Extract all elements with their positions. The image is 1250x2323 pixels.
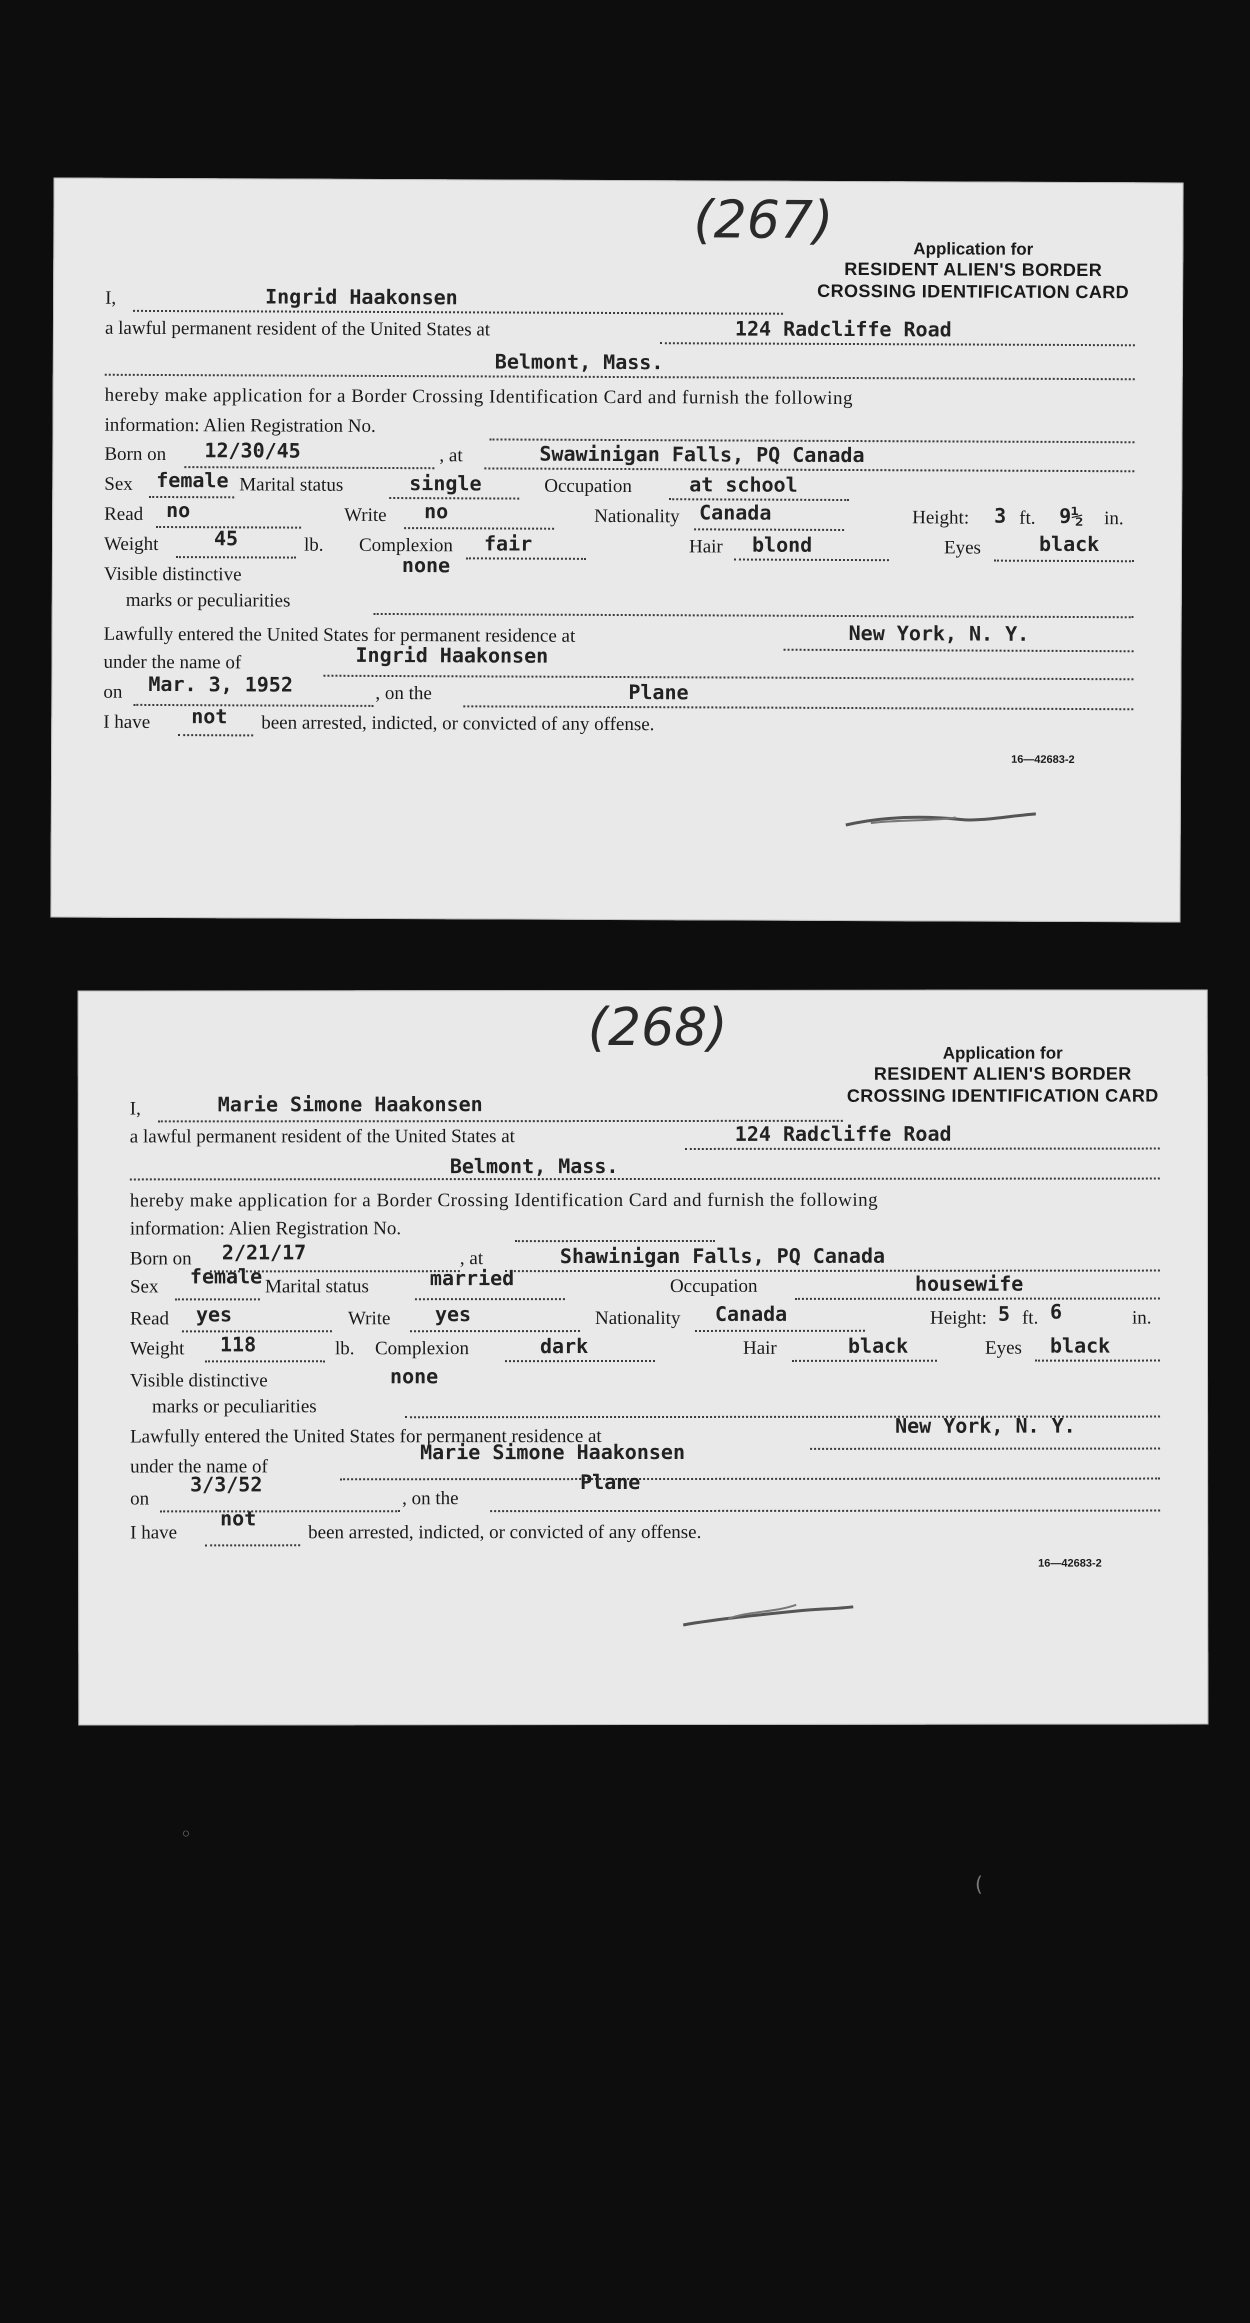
arrested-value: not	[191, 704, 228, 729]
hair-label: Hair	[688, 536, 723, 558]
entry-date-value: 3/3/52	[190, 1472, 263, 1497]
born-on-label: Born on	[104, 443, 167, 466]
application-card-268	[78, 990, 1209, 1726]
at-label: , at	[439, 445, 463, 467]
weight-row	[129, 1332, 1158, 1365]
arrest-row	[103, 704, 1131, 742]
birthplace-value: Swawinigan Falls, PQ Canada	[539, 441, 865, 468]
at-label: , at	[459, 1248, 484, 1270]
in-label: in.	[1131, 1307, 1152, 1329]
i-label: I,	[129, 1098, 141, 1120]
eyes-label: Eyes	[984, 1337, 1022, 1359]
address-line-1-value: 124 Radcliffe Road	[734, 316, 952, 342]
header-line-2: RESIDENT ALIEN'S BORDER	[873, 1063, 1132, 1085]
application-card-267	[50, 178, 1183, 923]
weight-label: Weight	[129, 1338, 185, 1360]
height-in-value: 6	[1049, 1299, 1063, 1324]
nationality-line	[694, 528, 844, 531]
card-number: (267)	[693, 190, 834, 251]
weight-line	[205, 1360, 325, 1362]
complexion-line	[505, 1360, 655, 1362]
entry-place-value: New York, N. Y.	[895, 1413, 1076, 1438]
complexion-label: Complexion	[358, 534, 454, 557]
marks-value: none	[401, 553, 451, 578]
on-label: on	[103, 681, 123, 703]
name-line	[133, 310, 783, 315]
lb-label: lb.	[334, 1338, 355, 1360]
weight-line	[176, 556, 296, 559]
ft-label: ft.	[1019, 507, 1036, 529]
header-line-2: RESIDENT ALIEN'S BORDER	[844, 259, 1103, 281]
occupation-label: Occupation	[669, 1275, 758, 1297]
read-label: Read	[104, 503, 144, 525]
offense-label: been arrested, indicted, or convicted of any offense.	[308, 1521, 702, 1544]
height-label: Height:	[912, 507, 970, 529]
eyes-value: black	[1049, 1333, 1111, 1358]
weight-row	[103, 526, 1132, 564]
complexion-value: fair	[483, 531, 533, 556]
weight-value: 118	[219, 1332, 257, 1357]
sex-row	[104, 467, 1132, 504]
visible-row	[130, 1364, 1158, 1397]
on-label: on	[130, 1488, 150, 1510]
born-on-value: 2/21/17	[221, 1240, 307, 1265]
i-label: I,	[105, 287, 117, 309]
entry-date-row	[103, 671, 1131, 712]
address-line-2	[105, 374, 1135, 380]
address-line-2-value: Belmont, Mass.	[494, 349, 664, 375]
sex-label: Sex	[129, 1276, 159, 1298]
eyes-value: black	[1038, 531, 1100, 557]
lb-label: lb.	[303, 534, 324, 556]
read-write-row	[129, 1299, 1158, 1335]
address-line-2	[130, 1178, 1160, 1181]
address-line-1	[685, 1148, 1160, 1150]
write-line	[404, 527, 554, 530]
sex-line	[175, 1298, 260, 1300]
lawful-label: a lawful permanent resident of the United States at	[129, 1126, 515, 1148]
lawful-label: a lawful permanent resident of the United States at	[104, 317, 491, 341]
sex-value: female	[189, 1264, 263, 1289]
on-the-label: , on the	[402, 1488, 459, 1510]
write-line	[410, 1330, 580, 1332]
under-label: under the name of	[103, 651, 242, 674]
in-label: in.	[1104, 508, 1124, 530]
marks-label: marks or peculiarities	[152, 1396, 317, 1418]
nationality-value: Canada	[714, 1301, 788, 1326]
header-line-3: CROSSING IDENTIFICATION CARD	[846, 1085, 1159, 1106]
born-on-label: Born on	[129, 1248, 192, 1270]
nationality-label: Nationality	[594, 1307, 681, 1330]
entry-date-line	[133, 704, 373, 707]
entry-date-row	[130, 1470, 1158, 1515]
on-the-label: , on the	[375, 682, 432, 705]
occupation-value: at school	[689, 472, 798, 497]
address-line-2-value: Belmont, Mass.	[449, 1154, 619, 1179]
weight-value: 45	[213, 526, 239, 551]
write-value: yes	[434, 1302, 472, 1327]
under-label: under the name of	[130, 1456, 268, 1478]
birth-row	[129, 1240, 1158, 1275]
write-label: Write	[347, 1308, 391, 1330]
conveyance-value: Plane	[580, 1470, 641, 1495]
form-number: 16—42683-2	[1038, 1557, 1102, 1570]
sex-line	[149, 496, 234, 498]
card-number: (268)	[587, 997, 728, 1059]
residence-row	[105, 318, 1133, 348]
offense-label: been arrested, indicted, or convicted of any offense.	[261, 712, 655, 736]
born-on-value: 12/30/45	[204, 438, 301, 463]
registration-line	[515, 1240, 715, 1242]
film-speck: ◦	[180, 1822, 192, 1846]
height-ft-value: 3	[994, 503, 1007, 528]
lawfully-label: Lawfully entered the United States for permanent residence at	[130, 1426, 602, 1448]
header-line-1: Application for	[942, 1043, 1063, 1063]
hereby-text: hereby make application for a Border Crossing Identification Card and furnish the following	[104, 384, 854, 410]
nationality-label: Nationality	[594, 505, 680, 528]
applicant-name: Marie Simone Haakonsen	[217, 1092, 483, 1117]
hair-line	[734, 559, 889, 562]
address-row-2	[130, 1154, 1158, 1181]
conveyance-line	[463, 705, 1133, 710]
eyes-label: Eyes	[943, 537, 981, 559]
read-label: Read	[129, 1308, 170, 1330]
under-name-value: Ingrid Haakonsen	[355, 642, 549, 668]
write-value: no	[424, 499, 449, 524]
name-row	[105, 284, 1133, 318]
complexion-label: Complexion	[374, 1338, 469, 1360]
marital-label: Marital status	[239, 474, 344, 496]
ft-label: ft.	[1021, 1307, 1039, 1329]
read-line	[182, 1330, 332, 1332]
sex-value: female	[156, 467, 229, 493]
entry-place-line	[810, 1448, 1160, 1450]
birth-row	[104, 438, 1132, 474]
lawfully-row	[103, 621, 1132, 654]
complexion-value: dark	[539, 1334, 589, 1359]
form-number: 16—42683-2	[1011, 753, 1075, 766]
address-line-1	[660, 342, 1135, 346]
lawfully-label: Lawfully entered the United States for permanent residence at	[103, 623, 576, 647]
i-have-label: I have	[130, 1522, 178, 1544]
marital-line	[389, 497, 519, 500]
header-line-3: CROSSING IDENTIFICATION CARD	[817, 280, 1130, 303]
height-label: Height:	[929, 1307, 987, 1329]
hair-label: Hair	[742, 1337, 777, 1359]
eyes-line	[994, 560, 1134, 563]
birthplace-line	[484, 467, 1134, 472]
marital-value: married	[429, 1266, 515, 1291]
under-line	[340, 1478, 1160, 1481]
occupation-value: housewife	[914, 1271, 1024, 1296]
marks-row	[104, 590, 1132, 620]
address-row-2	[105, 348, 1133, 378]
marital-value: single	[409, 471, 482, 496]
nationality-line	[695, 1330, 865, 1332]
birthplace-value: Shawinigan Falls, PQ Canada	[559, 1243, 886, 1269]
hereby-text: hereby make application for a Border Crossing Identification Card and furnish the following	[129, 1189, 879, 1212]
arrested-line	[178, 734, 253, 736]
read-value: yes	[195, 1302, 233, 1327]
marks-label: marks or peculiarities	[125, 589, 291, 612]
marks-value: none	[390, 1364, 439, 1389]
arrest-row	[130, 1506, 1158, 1549]
hereby-row	[130, 1190, 1158, 1217]
registration-label: information: Alien Registration No.	[129, 1218, 402, 1240]
i-have-label: I have	[103, 711, 151, 733]
entry-date-line	[160, 1510, 400, 1512]
residence-row	[129, 1121, 1158, 1153]
hair-value: blond	[751, 532, 813, 557]
entry-place-value: New York, N. Y.	[848, 621, 1030, 646]
signature-scribble	[841, 801, 1041, 842]
birthplace-line	[505, 1270, 1160, 1273]
arrested-value: not	[220, 1506, 257, 1531]
height-ft-value: 5	[997, 1301, 1011, 1326]
under-line	[323, 675, 1133, 681]
visible-label: Visible distinctive	[103, 563, 242, 586]
sex-label: Sex	[104, 473, 133, 495]
nationality-value: Canada	[699, 500, 772, 525]
under-row	[130, 1439, 1158, 1483]
eyes-line	[1035, 1360, 1160, 1362]
registration-label: information: Alien Registration No.	[104, 414, 376, 437]
entry-place-line	[784, 649, 1134, 653]
weight-label: Weight	[103, 533, 159, 555]
conveyance-value: Plane	[628, 680, 689, 705]
hair-value: black	[847, 1333, 909, 1358]
occupation-label: Occupation	[544, 475, 632, 498]
height-in-value: 9½	[1059, 503, 1084, 529]
signature-scribble	[678, 1595, 858, 1635]
visible-label: Visible distinctive	[130, 1370, 268, 1392]
entry-date-value: Mar. 3, 1952	[148, 671, 293, 697]
read-write-row	[104, 498, 1132, 534]
occupation-line	[795, 1298, 1160, 1300]
read-value: no	[166, 498, 191, 523]
arrested-line	[205, 1544, 300, 1546]
marital-label: Marital status	[264, 1276, 369, 1298]
film-speck: (	[975, 1872, 983, 1896]
hereby-row	[105, 385, 1133, 415]
conveyance-line	[490, 1510, 1160, 1513]
applicant-name: Ingrid Haakonsen	[265, 284, 458, 310]
marks-line	[374, 613, 1134, 618]
write-label: Write	[344, 504, 387, 526]
hair-line	[792, 1360, 937, 1362]
address-line-1-value: 124 Radcliffe Road	[734, 1121, 952, 1146]
under-name-value: Marie Simone Haakonsen	[420, 1439, 685, 1465]
sex-row	[129, 1264, 1158, 1303]
complexion-line	[466, 557, 586, 560]
marital-line	[415, 1298, 565, 1300]
header-line-1: Application for	[913, 239, 1034, 259]
